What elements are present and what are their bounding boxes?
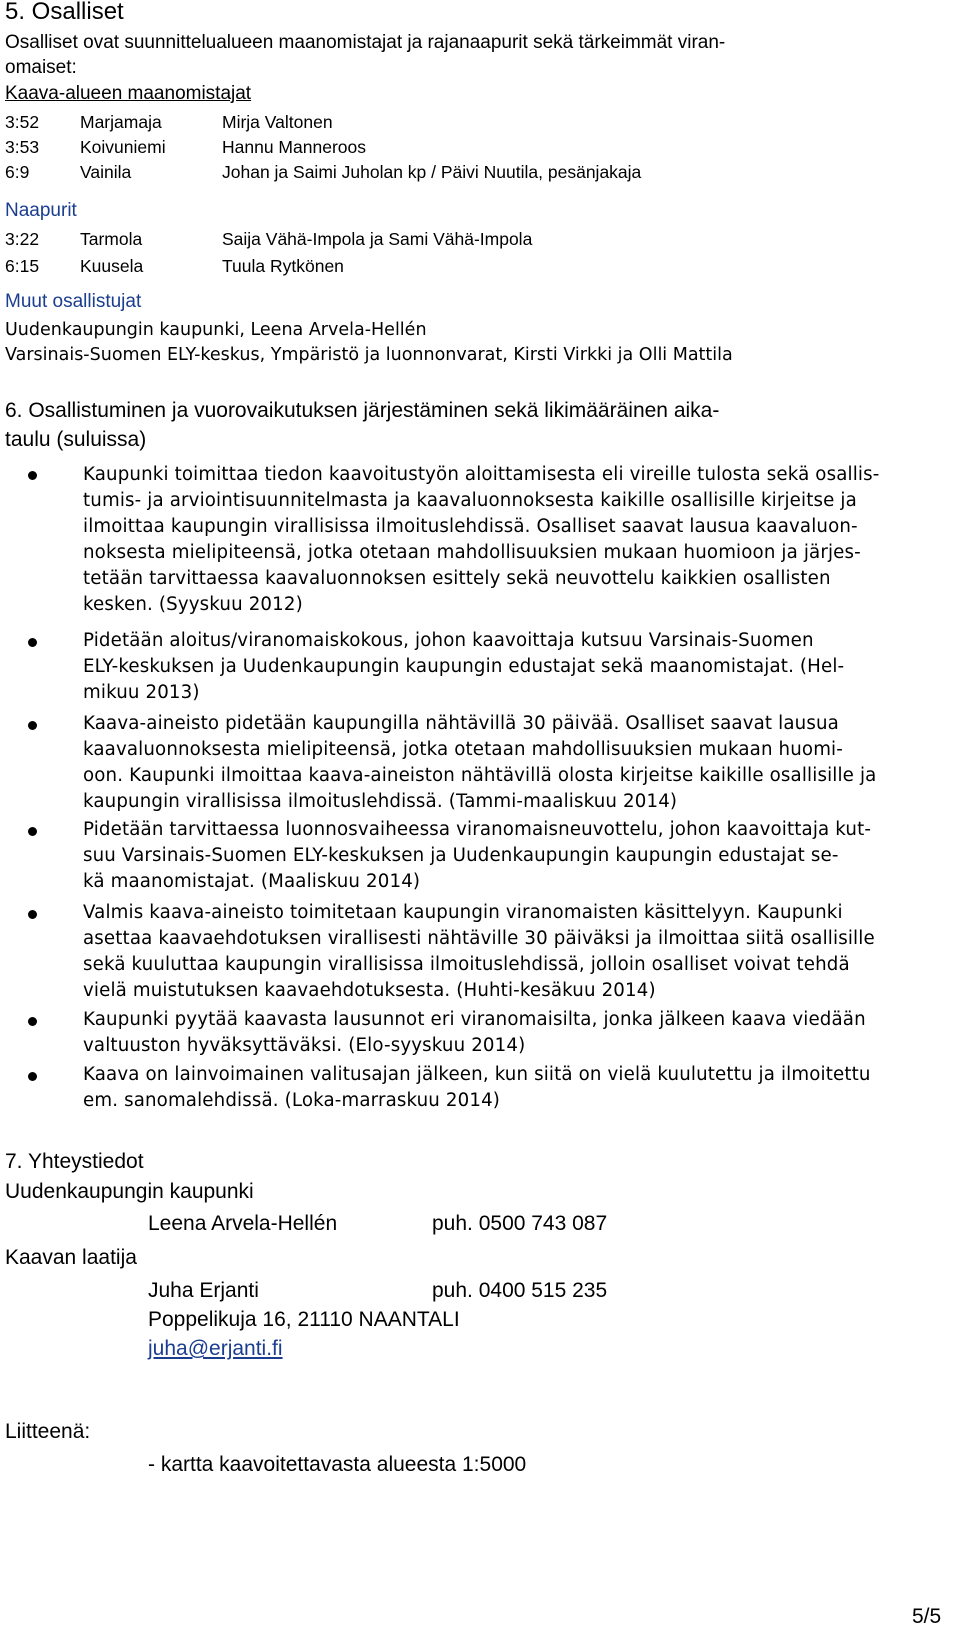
bullet-icon [28,827,37,836]
city-name: Uudenkaupungin kaupunki [5,1180,254,1203]
planner-address: Poppelikuja 16, 21110 NAANTALI [148,1308,460,1331]
owner-place: Marjamaja [80,112,162,132]
neighbour-id: 3:22 [5,229,40,249]
other-participant: Varsinais-Suomen ELY-keskus, Ympäristö ja luonnonvarat, Kirsti Virkki ja Olli Mattila [5,345,733,365]
owner-name: Hannu Manneroos [222,137,366,157]
owner-place: Koivuniemi [80,137,166,157]
owner-place: Vainila [80,162,132,182]
owner-id: 6:9 [5,162,30,182]
owner-name: Johan ja Saimi Juholan kp / Päivi Nuutila, pesänjakaja [222,162,642,182]
bullet-icon [28,1017,37,1026]
bullet-icon [28,471,37,480]
section-5-heading: 5. Osalliset [5,0,124,25]
section-5-intro-line2: omaiset: [5,57,77,78]
list-item-text: Pidetään tarvittaessa luonnosvaiheessa viranomaisneuvottelu, johon kaavoittaja kut- suu Varsinais-Suomen ELY-keskuksen ja Uudenkaupungin kaupungin edustajat se- kä maanomistajat. (Maaliskuu 2014) [83,819,872,892]
others-subheading: Muut osallistujat [5,291,142,312]
list-item-text: Kaava on lainvoimainen valitusajan jälkeen, kun siitä on vielä kuulutettu ja ilmoitettu em. sanomalehdissä. (Loka-marraskuu 2014) [83,1064,871,1111]
neighbour-place: Tarmola [80,229,143,249]
neighbour-name: Tuula Rytkönen [222,256,344,276]
section-5-intro-line1: Osalliset ovat suunnittelualueen maanomistajat ja rajanaapurit sekä tärkeimmät viran- [5,32,726,53]
section-6-heading-line1: 6. Osallistuminen ja vuorovaikutuksen järjestäminen sekä likimääräinen aika- [5,399,720,422]
neighbour-name: Saija Vähä-Impola ja Sami Vähä-Impola [222,229,533,249]
bullet-icon [28,721,37,730]
page-number: 5/5 [912,1605,942,1628]
list-item-text: Pidetään aloitus/viranomaiskokous, johon kaavoittaja kutsuu Varsinais-Suomen ELY-keskuksen ja Uudenkaupungin kaupungin edustajat sekä maanomistajat. (Hel- mikuu 2013) [83,630,845,703]
neighbour-id: 6:15 [5,256,40,276]
bullet-icon [28,638,37,647]
list-item-text: Kaupunki pyytää kaavasta lausunnot eri viranomaisilta, jonka jälkeen kaava viedään valtuuston hyväksyttäväksi. (Elo-syyskuu 2014) [83,1009,866,1056]
planner-phone: puh. 0400 515 235 [432,1279,608,1302]
bullet-icon [28,910,37,919]
section-6-heading-line2: taulu (suluissa) [5,428,147,451]
neighbours-subheading: Naapurit [5,200,77,221]
planner-name: Juha Erjanti [148,1279,259,1302]
city-contact-name: Leena Arvela-Hellén [148,1212,338,1235]
owner-name: Mirja Valtonen [222,112,333,132]
section-7-heading: 7. Yhteystiedot [5,1150,144,1173]
neighbour-place: Kuusela [80,256,144,276]
attachments-label: Liitteenä: [5,1420,91,1443]
other-participant: Uudenkaupungin kaupunki, Leena Arvela-Hellén [5,320,427,340]
city-contact-phone: puh. 0500 743 087 [432,1212,608,1235]
planner-email-link[interactable]: juha@erjanti.fi [148,1337,283,1360]
owner-id: 3:53 [5,137,40,157]
list-item-text: Kaava-aineisto pidetään kaupungilla nähtävillä 30 päivää. Osalliset saavat lausua kaavaluonnoksesta mielipiteensä, jotka otetaan mahdollisuuksien mukaan huomi- oon. Kaupunki ilmoittaa kaava-aineiston nähtävillä olosta kirjeitse kaikille osallisille ja kaupungin virallisissa ilmoituslehdissä. (Tammi-maaliskuu 2014) [83,713,877,812]
bullet-icon [28,1072,37,1081]
list-item-text: Kaupunki toimittaa tiedon kaavoitustyön aloittamisesta eli vireille tulosta sekä osallis- tumis- ja arviointisuunnitelmasta ja kaavaluonnoksesta kaikille osallisille kirjeitse ja ilmoittaa kaupungin virallisissa ilmoituslehdissä. Osalliset saavat lausua kaavaluon- noksesta mielipiteensä, jotka otetaan mahdollisuuksien mukaan huomioon ja järjes- tetään tarvittaessa kaavaluonnoksen esittely sekä neuvottelu kaikkien osallisten kesken. (Syyskuu 2012) [83,464,880,615]
planner-title: Kaavan laatija [5,1246,137,1269]
attachment-item: - kartta kaavoitettavasta alueesta 1:5000 [148,1453,527,1476]
owners-subheading: Kaava-alueen maanomistajat [5,83,252,104]
list-item-text: Valmis kaava-aineisto toimitetaan kaupungin viranomaisten käsittelyyn. Kaupunki asettaa kaavaehdotuksen virallisesti nähtäville 30 päiväksi ja ilmoittaa siitä osallisille sekä kuuluttaa kaupungin virallisissa ilmoituslehdissä, jolloin osalliset voivat tehdä vielä muistutuksen kaavaehdotuksesta. (Huhti-kesäkuu 2014) [83,902,875,1001]
owner-id: 3:52 [5,112,40,132]
